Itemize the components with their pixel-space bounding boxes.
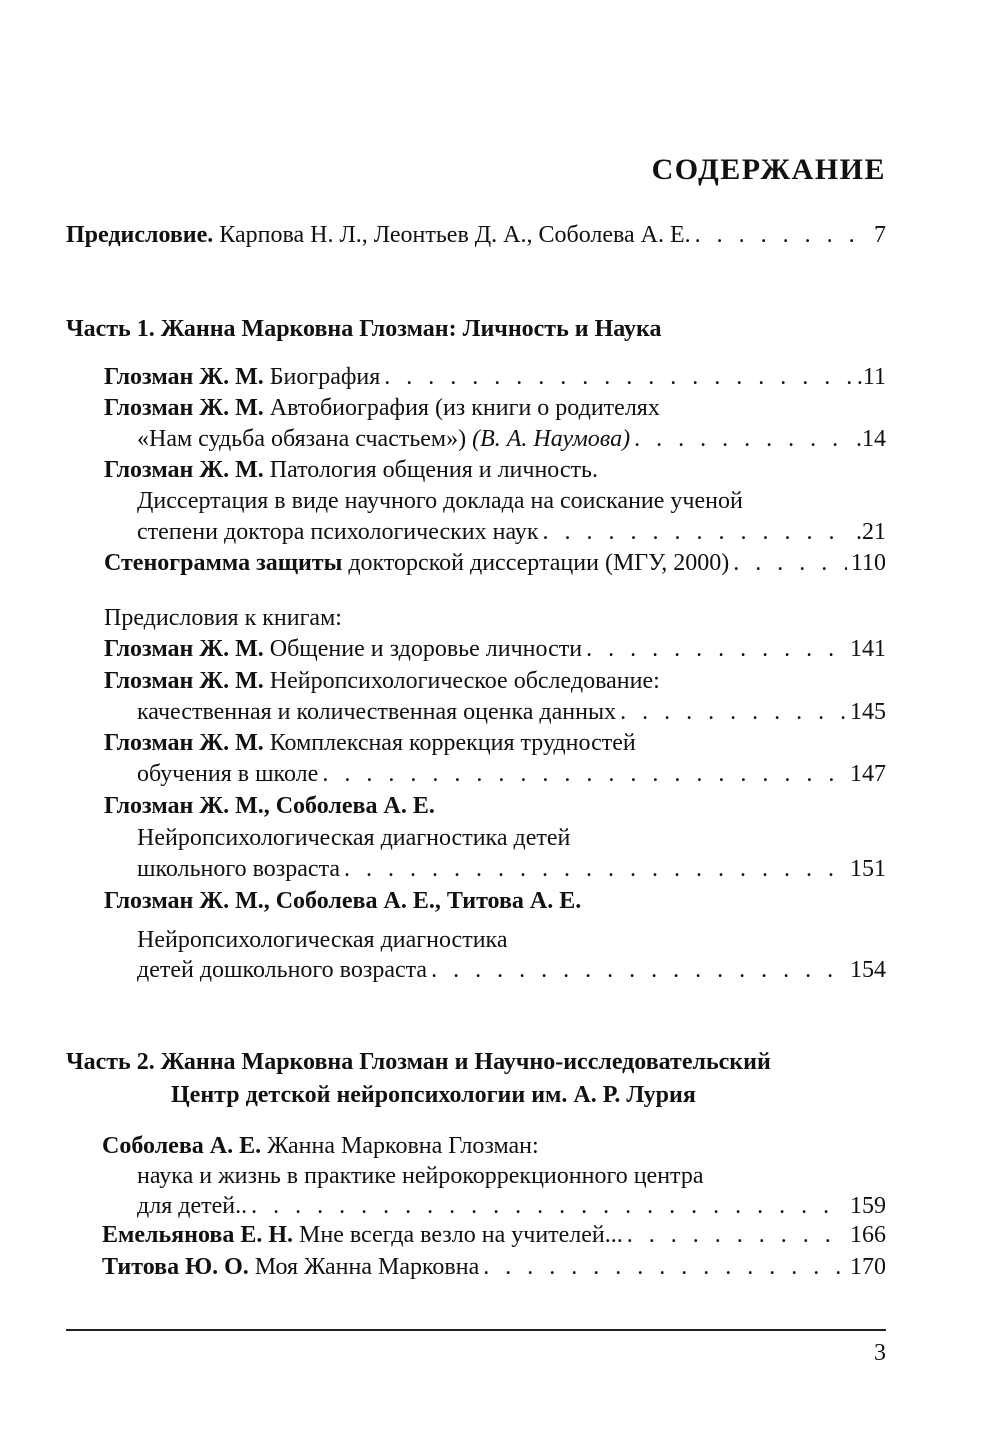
toc-entry-continuation[interactable] — [137, 957, 886, 984]
part-2-heading: Часть 2. Жанна Марковна Глозман и Научно-исследовательский — [66, 1049, 771, 1075]
toc-entry-author: Стенограмма защиты — [104, 550, 343, 576]
toc-page-number: 141 — [850, 636, 886, 662]
toc-entry[interactable] — [104, 668, 660, 695]
toc-entry-title: Патология общения и личность. — [269, 457, 598, 483]
leader-dots — [431, 957, 846, 984]
leader-dots — [483, 1254, 846, 1281]
toc-entry-continuation[interactable] — [137, 856, 886, 883]
toc-entry-title: Автобиография (из книги о родителях — [269, 395, 660, 421]
leader-dots — [627, 1222, 846, 1249]
toc-entry-title: степени доктора психологических наук — [137, 519, 539, 545]
section-subheading: Предисловия к книгам: — [104, 605, 342, 631]
toc-entry-title: Комплексная коррекция трудностей — [269, 730, 636, 756]
toc-entry-title: Биография — [269, 364, 381, 390]
leader-dots — [634, 426, 852, 453]
part-1-heading: Часть 1. Жанна Марковна Глозман: Личность и Наука — [66, 316, 662, 342]
leader-dots — [384, 364, 853, 391]
toc-entry-author: Емельянова Е. Н. — [102, 1222, 294, 1248]
toc-page-number: 145 — [850, 699, 886, 725]
leader-dots — [322, 761, 846, 788]
toc-entry[interactable] — [102, 1254, 886, 1281]
toc-entry-title: детей дошкольного возраста — [137, 957, 428, 983]
toc-entry-title: докторской диссертации (МГУ, 2000) — [348, 550, 730, 576]
toc-entry-author: Глозман Ж. М. — [104, 636, 264, 662]
toc-entry-preface[interactable] — [66, 222, 886, 249]
toc-entry-title: Нейропсихологическое обследование: — [269, 668, 660, 694]
toc-entry[interactable] — [104, 793, 435, 820]
toc-entry-author: Глозман Ж. М. — [104, 395, 264, 421]
toc-entry-author: Глозман Ж. М., Соболева А. Е. — [104, 793, 435, 819]
toc-entry-continuation[interactable] — [137, 519, 886, 546]
toc-entry-continuation[interactable] — [137, 699, 886, 726]
toc-entry-title: Нейропсихологическая диагностика детей — [137, 825, 571, 851]
toc-entry[interactable] — [102, 1222, 886, 1249]
toc-entry-continuation[interactable] — [137, 761, 886, 788]
leader-dots — [695, 222, 870, 249]
toc-entry[interactable] — [104, 730, 636, 757]
toc-entry-title: Диссертация в виде научного доклада на соискание ученой — [137, 488, 743, 514]
toc-entry-title: Общение и здоровье личности — [269, 636, 583, 662]
toc-entry[interactable] — [104, 364, 886, 391]
toc-entry-author: Титова Ю. О. — [102, 1254, 249, 1280]
leader-dots — [620, 699, 846, 726]
toc-entry-title: наука и жизнь в практике нейрокоррекционного центра — [137, 1163, 704, 1189]
toc-entry-title: Жанна Марковна Глозман: — [267, 1133, 539, 1159]
toc-page-number: .14 — [856, 426, 886, 452]
toc-entry-title: «Нам судьба обязана счастьем») — [137, 426, 467, 452]
toc-entry[interactable] — [104, 550, 886, 577]
toc-entry-author: Глозман Ж. М. — [104, 668, 264, 694]
leader-dots — [251, 1193, 846, 1220]
toc-page-number: .21 — [856, 519, 886, 545]
toc-entry-author: Глозман Ж. М. — [104, 457, 264, 483]
toc-entry[interactable] — [104, 888, 581, 915]
toc-page-number: .11 — [856, 364, 886, 390]
toc-entry-continuation[interactable] — [137, 426, 886, 453]
toc-entry[interactable] — [102, 1133, 539, 1160]
toc-entry-title: качественная и количественная оценка данных — [137, 699, 617, 725]
toc-entry-author: Глозман Ж. М., Соболева А. Е., Титова А. Е. — [104, 888, 582, 914]
toc-entry-title: Моя Жанна Марковна — [254, 1254, 480, 1280]
toc-entry-title: Нейропсихологическая диагностика — [137, 927, 508, 953]
leader-dots — [586, 636, 846, 663]
toc-entry-author: Соболева А. Е. — [102, 1133, 262, 1159]
toc-page-number: 170 — [850, 1254, 886, 1280]
toc-page-number: 147 — [850, 761, 886, 787]
toc-page-number: 154 — [850, 957, 886, 983]
part-2-heading-continuation: Центр детской нейропсихологии им. А. Р. Лурия — [171, 1082, 696, 1108]
toc-page-number: 7 — [874, 222, 886, 248]
page-number: 3 — [874, 1340, 886, 1366]
toc-entry-title: обучения в школе — [137, 761, 319, 787]
toc-page-number: 151 — [850, 856, 886, 882]
leader-dots — [543, 519, 852, 546]
toc-page-number: 159 — [850, 1193, 886, 1219]
toc-entry-author: Глозман Ж. М. — [104, 364, 264, 390]
toc-entry[interactable] — [104, 457, 598, 484]
leader-dots — [344, 856, 846, 883]
toc-entry-continuation[interactable] — [137, 1193, 886, 1220]
toc-entry[interactable] — [104, 395, 660, 422]
toc-entry-title: для детей.. — [137, 1193, 248, 1219]
toc-page-number: 166 — [850, 1222, 886, 1248]
toc-entry-editor: (В. А. Наумова) — [472, 426, 631, 452]
toc-entry-author: Глозман Ж. М. — [104, 730, 264, 756]
page-title: СОДЕРЖАНИЕ — [651, 153, 886, 186]
footer-rule — [66, 1329, 886, 1331]
toc-entry-title: Мне всегда везло на учителей... — [299, 1222, 623, 1248]
toc-entry-authors: Карпова Н. Л., Леонтьев Д. А., Соболева А. Е. — [219, 222, 691, 248]
toc-page-number: 110 — [850, 550, 886, 576]
leader-dots — [733, 550, 847, 577]
toc-entry-title: школьного возраста — [137, 856, 341, 882]
toc-entry-label: Предисловие. — [66, 222, 214, 248]
toc-entry[interactable] — [104, 636, 886, 663]
